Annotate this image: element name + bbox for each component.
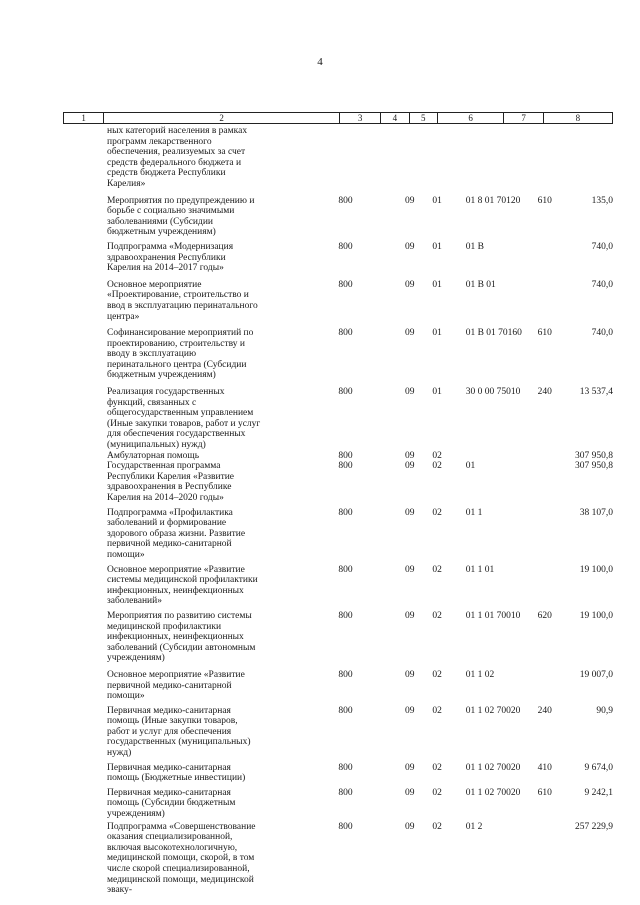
cell-art: 01 1 02 70020 bbox=[465, 705, 521, 716]
cell-sub: 02 bbox=[432, 821, 442, 832]
table-row bbox=[63, 763, 613, 784]
cell-sub bbox=[423, 126, 450, 190]
cell-type bbox=[534, 670, 566, 702]
cell-sect: 09 bbox=[404, 821, 415, 832]
cell-sect: 09 bbox=[404, 705, 415, 716]
cell-amt: 38 107,0 bbox=[579, 507, 613, 518]
cell-name: ных категорий населения в рамках программ лекарственного обеспечения, реализуемых за счет средств федерального бюджета и средств бюджета Республики Карелия» bbox=[107, 126, 248, 189]
cell-type: 240 bbox=[537, 705, 552, 716]
table-row bbox=[63, 242, 613, 274]
table-row bbox=[63, 328, 613, 381]
table-row bbox=[63, 670, 613, 702]
cell-amt: 307 950,8 bbox=[575, 461, 613, 472]
table-row bbox=[63, 451, 613, 462]
cell-sect: 09 bbox=[404, 610, 415, 621]
cell-sub: 01 bbox=[432, 279, 442, 290]
cell-name: Первичная медико-санитарная помощь (Иные закупки товаров, работ и услуг для обеспечения государственных (муниципальных) нужд) bbox=[107, 705, 251, 759]
cell-amt: 257 229,9 bbox=[575, 821, 613, 832]
cell-sub: 01 bbox=[432, 241, 442, 252]
cell-sub: 02 bbox=[432, 450, 442, 461]
table-row bbox=[63, 508, 613, 561]
table-body bbox=[63, 126, 613, 896]
cell-art bbox=[451, 126, 534, 190]
cell-name: Мероприятия по предупреждению и борьбе с социально значимыми заболеваниями (Субсидии бюджетным учреждениям) bbox=[107, 195, 255, 238]
cell-sub: 02 bbox=[432, 564, 442, 575]
cell-code: 800 bbox=[338, 507, 353, 518]
cell-code: 800 bbox=[338, 821, 353, 832]
cell-sect: 09 bbox=[404, 507, 415, 518]
cell-name: Амбулаторная помощь bbox=[107, 450, 200, 461]
cell-code: 800 bbox=[338, 705, 353, 716]
cell-code: 800 bbox=[338, 450, 353, 461]
cell-amt: 19 100,0 bbox=[579, 564, 613, 575]
cell-code: 800 bbox=[338, 195, 353, 206]
cell-sect: 09 bbox=[404, 669, 415, 680]
cell-art: 01 В 01 bbox=[465, 279, 496, 290]
table-row bbox=[63, 196, 613, 238]
cell-amt: 9 242,1 bbox=[584, 787, 613, 798]
cell-art: 01 2 bbox=[465, 821, 483, 832]
cell-sect bbox=[388, 126, 423, 190]
cell-type: 610 bbox=[537, 787, 552, 798]
table-row bbox=[63, 565, 613, 607]
cell-art: 01 1 02 bbox=[465, 669, 495, 680]
cell-amt: 19 100,0 bbox=[579, 610, 613, 621]
cell-amt bbox=[565, 126, 613, 190]
cell-art: 01 1 02 70020 bbox=[465, 762, 521, 773]
cell-sect: 09 bbox=[404, 195, 415, 206]
header-col-4: 4 bbox=[381, 113, 409, 123]
cell-code: 800 bbox=[338, 610, 353, 621]
cell-code: 800 bbox=[338, 387, 353, 398]
cell-art: 01 1 02 70020 bbox=[465, 787, 521, 798]
table-row bbox=[63, 280, 613, 322]
table-row bbox=[63, 706, 613, 759]
cell-art: 01 bbox=[465, 461, 476, 472]
cell-code: 800 bbox=[338, 762, 353, 773]
cell-art: 30 0 00 75010 bbox=[465, 387, 521, 398]
cell-type: 410 bbox=[537, 762, 552, 773]
cell-name: Основное мероприятие «Развитие первичной медико-санитарной помощи» bbox=[107, 669, 245, 702]
cell-type bbox=[534, 508, 566, 561]
cell-sect: 09 bbox=[404, 279, 415, 290]
cell-type: 620 bbox=[537, 610, 552, 621]
cell-name: Реализация государственных функций, связанных с общегосударственным управлением (Иные закупки товаров, работ и услуг для обеспечения государственных (муниципальных) нужд) bbox=[107, 387, 261, 451]
cell-type bbox=[534, 451, 566, 462]
cell-type bbox=[534, 280, 566, 322]
table-row bbox=[63, 611, 613, 664]
cell-code: 800 bbox=[338, 241, 353, 252]
table-row bbox=[63, 461, 613, 503]
header-col-1: 1 bbox=[64, 113, 104, 123]
table-header bbox=[63, 112, 613, 124]
cell-sub: 01 bbox=[432, 387, 442, 398]
cell-name: Мероприятия по развитию системы медицинской профилактики инфекционных, неинфекционных заболеваний (Субсидии автономным учреждениям) bbox=[107, 610, 256, 664]
cell-art: 01 1 01 bbox=[465, 564, 495, 575]
cell-sub: 02 bbox=[432, 610, 442, 621]
cell-amt: 19 007,0 bbox=[579, 669, 613, 680]
cell-art: 01 В bbox=[465, 241, 484, 252]
header-col-8: 8 bbox=[575, 113, 581, 123]
cell-sect: 09 bbox=[404, 387, 415, 398]
cell-art: 01 8 01 70120 bbox=[465, 195, 521, 206]
cell-name: Государственная программа Республики Карелия «Развитие здравоохранения в Республике Карелия на 2014–2020 годы» bbox=[107, 461, 235, 503]
cell-amt: 307 950,8 bbox=[575, 450, 613, 461]
cell-code: 800 bbox=[338, 564, 353, 575]
cell-sub: 02 bbox=[432, 787, 442, 798]
cell-sub: 02 bbox=[432, 762, 442, 773]
cell-sect: 09 bbox=[404, 762, 415, 773]
cell-sub: 02 bbox=[432, 461, 442, 472]
cell-name: Первичная медико-санитарная помощь (Субсидии бюджетным учреждениям) bbox=[107, 787, 236, 820]
cell-sect: 09 bbox=[404, 450, 415, 461]
header-col-7: 7 bbox=[504, 113, 543, 123]
cell-art: 01 1 01 70010 bbox=[465, 610, 521, 621]
cell-sect: 09 bbox=[404, 328, 415, 339]
table-row bbox=[63, 126, 613, 190]
cell-name: Подпрограмма «Совершенствование оказания специализированной, включая высокотехнологичную, медицинской помощи, скорой, в том числе скорой специализированной, медицинской помощи, медицинской эваку- bbox=[107, 821, 256, 896]
header-col-2: 2 bbox=[104, 113, 340, 123]
cell-sub: 02 bbox=[432, 507, 442, 518]
page-number: 4 bbox=[317, 56, 323, 68]
table-row bbox=[63, 788, 613, 820]
header-col-6: 6 bbox=[438, 113, 505, 123]
header-col-3: 3 bbox=[340, 113, 381, 123]
cell-type: 240 bbox=[537, 387, 552, 398]
cell-amt: 135,0 bbox=[591, 195, 613, 206]
cell-sub: 01 bbox=[432, 328, 442, 339]
cell-name: Основное мероприятие «Развитие системы медицинской профилактики инфекционных, неинфекционных заболеваний» bbox=[107, 564, 258, 607]
cell-amt: 9 674,0 bbox=[584, 762, 613, 773]
table-row bbox=[63, 822, 613, 896]
table-row bbox=[63, 387, 613, 451]
cell-name: Основное мероприятие «Проектирование, строительство и ввод в эксплуатацию перинатального центра» bbox=[107, 279, 258, 322]
cell-amt: 13 537,4 bbox=[579, 387, 613, 398]
cell-sect: 09 bbox=[404, 241, 415, 252]
cell-amt: 740,0 bbox=[591, 241, 613, 252]
cell-type bbox=[534, 822, 566, 896]
cell-sect: 09 bbox=[404, 564, 415, 575]
cell-code: 800 bbox=[338, 787, 353, 798]
cell-name: Первичная медико-санитарная помощь (Бюджетные инвестиции) bbox=[107, 762, 246, 784]
cell-type bbox=[534, 461, 566, 503]
cell-art: 01 В 01 70160 bbox=[465, 328, 522, 339]
cell-type bbox=[534, 242, 566, 274]
cell-type bbox=[534, 565, 566, 607]
cell-type bbox=[534, 126, 566, 190]
cell-name: Подпрограмма «Профилактика заболеваний и формирование здорового образа жизни. Развитие первичной медико-санитарной помощи» bbox=[107, 507, 246, 560]
cell-art bbox=[451, 451, 534, 462]
cell-type: 610 bbox=[537, 195, 552, 206]
cell-code bbox=[263, 126, 388, 190]
cell-code: 800 bbox=[338, 461, 353, 472]
cell-art: 01 1 bbox=[465, 507, 483, 518]
cell-sect: 09 bbox=[404, 787, 415, 798]
cell-sub: 02 bbox=[432, 705, 442, 716]
cell-type: 610 bbox=[537, 328, 552, 339]
header-col-5: 5 bbox=[410, 113, 438, 123]
cell-name: Софинансирование мероприятий по проектированию, строительству и вводу в эксплуатацию перинатального центра (Субсидии бюджетным учреждениям) bbox=[107, 328, 254, 381]
cell-sect: 09 bbox=[404, 461, 415, 472]
cell-code: 800 bbox=[338, 669, 353, 680]
cell-name: Подпрограмма «Модернизация здравоохранения Республики Карелия на 2014–2017 годы» bbox=[107, 241, 234, 274]
cell-amt: 740,0 bbox=[591, 279, 613, 290]
cell-code: 800 bbox=[338, 328, 353, 339]
cell-sub: 01 bbox=[432, 195, 442, 206]
cell-amt: 90,9 bbox=[596, 705, 613, 716]
cell-amt: 740,0 bbox=[591, 328, 613, 339]
cell-sub: 02 bbox=[432, 669, 442, 680]
cell-code: 800 bbox=[338, 279, 353, 290]
